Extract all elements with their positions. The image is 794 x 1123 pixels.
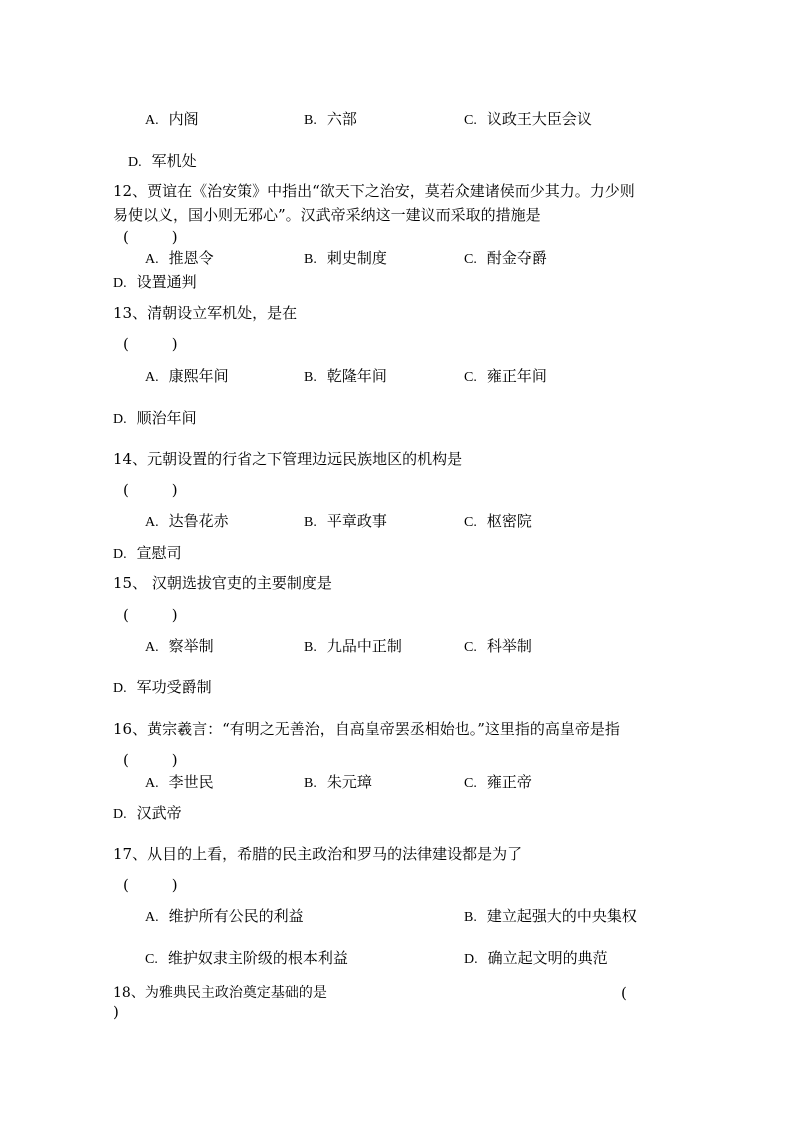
q16-option-d: D. 汉武帝 (113, 804, 182, 822)
q16-option-a: A. 李世民 (145, 773, 214, 791)
q13-option-c: C. 雍正年间 (464, 367, 547, 385)
q12-option-a: A. 推恩令 (145, 249, 214, 267)
q17-option-c: C. 维护奴隶主阶级的根本利益 (145, 949, 348, 967)
q14-stem: 14、元朝设置的行省之下管理边远民族地区的机构是 (113, 450, 463, 468)
q14-option-a: A. 达鲁花赤 (145, 512, 229, 530)
q11-option-d: D. 军机处 (128, 152, 197, 170)
q15-option-d: D. 军功受爵制 (113, 678, 212, 696)
q15-answer-blank: ( ) (123, 606, 178, 624)
q14-option-b: B. 平章政事 (304, 512, 387, 530)
q12-answer-blank: ( ) (123, 228, 178, 246)
q18-answer-blank-close: ) (113, 1003, 119, 1021)
q15-option-b: B. 九品中正制 (304, 637, 402, 655)
q14-answer-blank: ( ) (123, 481, 178, 499)
q18-answer-blank-open: ( (621, 984, 627, 1002)
q13-option-d: D. 顺治年间 (113, 409, 197, 427)
q17-option-a: A. 维护所有公民的利益 (145, 907, 304, 925)
q14-option-c: C. 枢密院 (464, 512, 532, 530)
q12-option-d: D. 设置通判 (113, 273, 197, 291)
q13-answer-blank: ( ) (123, 335, 178, 353)
q12-stem-line1: 12、贾谊在《治安策》中指出“欲天下之治安，莫若众建诸侯而少其力。力少则 (113, 182, 635, 200)
q17-answer-blank: ( ) (123, 876, 178, 894)
q16-answer-blank: ( ) (123, 751, 178, 769)
q11-option-a: A. 内阁 (145, 110, 199, 128)
q12-option-c: C. 酎金夺爵 (464, 249, 547, 267)
q13-option-b: B. 乾隆年间 (304, 367, 387, 385)
q13-option-a: A. 康熙年间 (145, 367, 229, 385)
q16-option-c: C. 雍正帝 (464, 773, 532, 791)
q14-option-d: D. 宣慰司 (113, 544, 182, 562)
q11-option-b: B. 六部 (304, 110, 357, 128)
q15-option-a: A. 察举制 (145, 637, 214, 655)
q17-option-b: B. 建立起强大的中央集权 (464, 907, 637, 925)
q15-stem: 15、 汉朝选拔官吏的主要制度是 (113, 574, 332, 592)
q12-option-b: B. 刺史制度 (304, 249, 387, 267)
q15-option-c: C. 科举制 (464, 637, 532, 655)
q11-option-c: C. 议政王大臣会议 (464, 110, 592, 128)
q17-stem: 17、从目的上看，希腊的民主政治和罗马的法律建设都是为了 (113, 845, 523, 863)
q16-stem: 16、黄宗羲言：“有明之无善治，自高皇帝罢丞相始也。”这里指的高皇帝是指 (113, 720, 620, 738)
q13-stem: 13、清朝设立军机处，是在 (113, 304, 298, 322)
q17-option-d: D. 确立起文明的典范 (464, 949, 608, 967)
q16-option-b: B. 朱元璋 (304, 773, 372, 791)
q18-stem: 18、为雅典民主政治奠定基础的是 (113, 985, 327, 1001)
q12-stem-line2: 易使以义，国小则无邪心”。汉武帝采纳这一建议而采取的措施是 (113, 206, 541, 224)
